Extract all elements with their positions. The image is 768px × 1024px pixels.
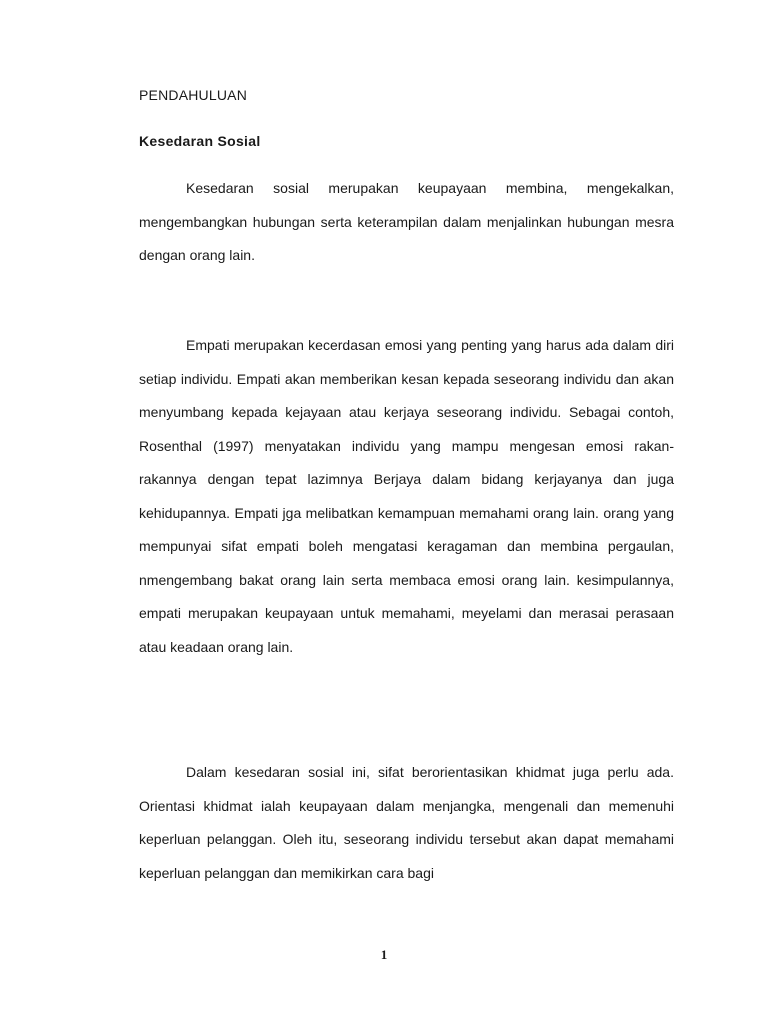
paragraph-orientasi-khidmat: Dalam kesedaran sosial ini, sifat berorientasikan khidmat juga perlu ada. Orientasi khidmat ialah keupayaan dalam menjangka, mengenali dan memenuhi keperluan pelanggan. Oleh itu, seseorang individu tersebut akan dapat memahami keperluan pelanggan dan memikirkan cara bagi: [139, 764, 674, 881]
subsection-heading: Kesedaran Sosial: [139, 133, 261, 149]
paragraph-empati: Empati merupakan kecerdasan emosi yang penting yang harus ada dalam diri setiap individu. Empati akan memberikan kesan kepada seseorang individu dan akan menyumbang kepada kejayaan atau kerjaya seseorang individu. Sebagai contoh, Rosenthal (1997) menyatakan individu yang mampu mengesan emosi rakan-rakannya dengan tepat lazimnya Berjaya dalam bidang kerjayanya dan juga kehidupannya. Empati jga melibatkan kemampuan memahami orang lain. orang yang mempunyai sifat empati boleh mengatasi keragaman dan membina pergaulan, nmengembang bakat orang lain serta membaca emosi orang lain. kesimpulannya, empati merupakan keupayaan untuk memahami, meyelami dan merasai perasaan atau keadaan orang lain.: [139, 337, 674, 655]
paragraph-kesedaran-sosial: Kesedaran sosial merupakan keupayaan membina, mengekalkan, mengembangkan hubungan serta keterampilan dalam menjalinkan hubungan mesra dengan orang lain.: [139, 180, 674, 263]
section-heading: PENDAHULUAN: [139, 87, 247, 103]
page-number: 1: [380, 947, 388, 962]
